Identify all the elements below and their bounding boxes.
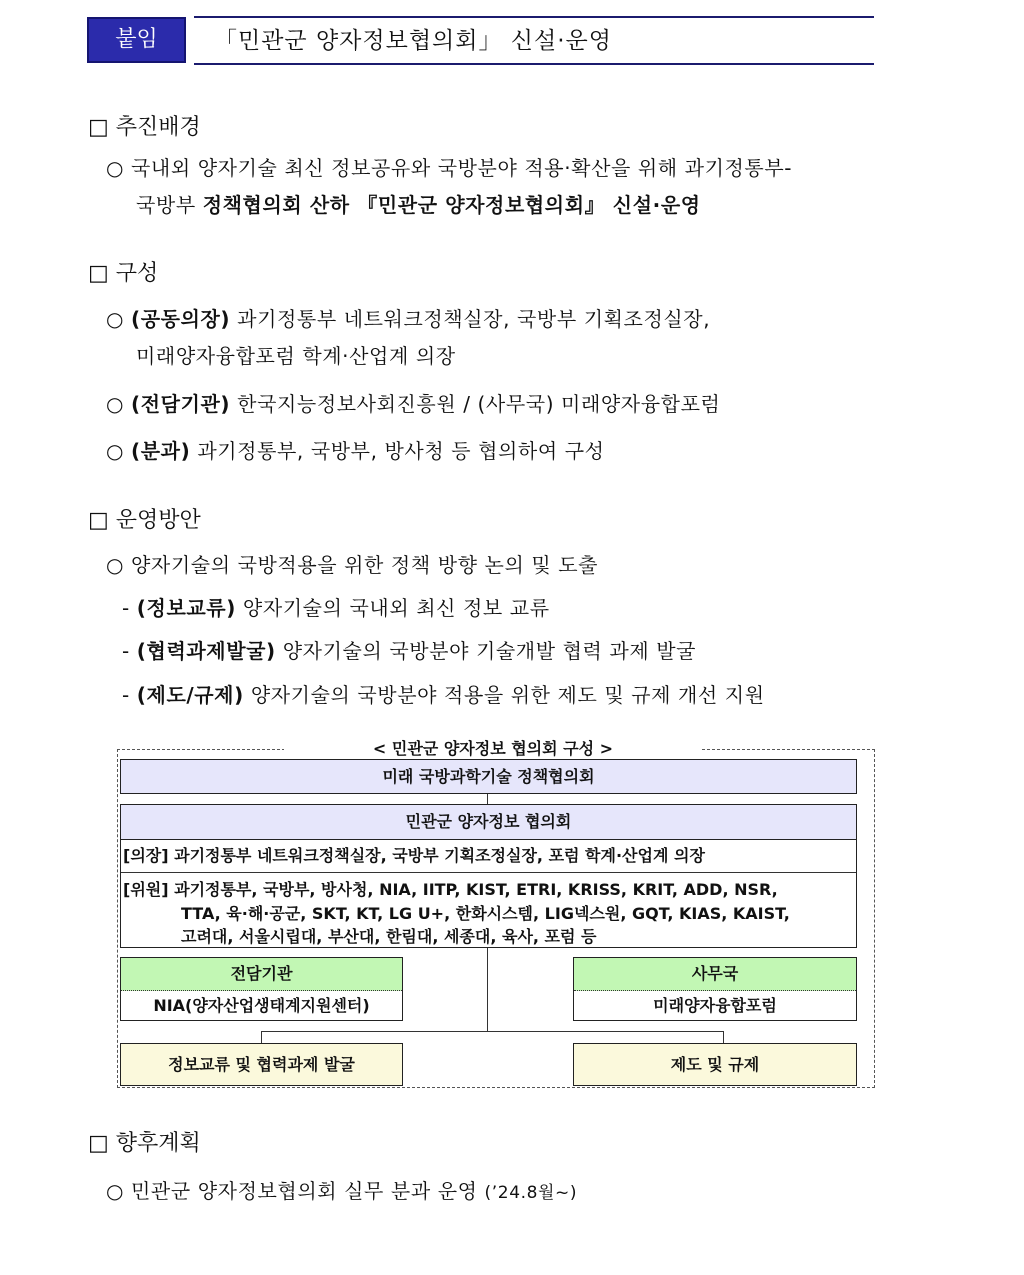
composition-item-3 <box>106 435 605 464</box>
heading-composition: □ 구성 <box>88 261 159 286</box>
operation-sub-1-label: (정보교류) <box>136 596 236 620</box>
composition-item-2-text: 한국지능정보사회진흥원 / (사무국) 미래양자융합포럼 <box>237 392 721 416</box>
bullet-circle-icon: ○ <box>106 439 132 463</box>
plan-line-1-text: 민관군 양자정보협의회 실무 분과 운영 <box>131 1179 478 1203</box>
council-box <box>120 804 857 948</box>
composition-item-1-text: 과기정통부 네트워크정책실장, 국방부 기획조정실장, <box>237 307 711 331</box>
background-line-2-bold: 정책협의회 산하 『민관군 양자정보협의회』 신설·운영 <box>202 193 701 217</box>
branch-left <box>261 1031 262 1043</box>
subcommittee-info-box: 정보교류 및 협력과제 발굴 <box>120 1043 403 1086</box>
bullet-circle-icon: ○ <box>106 553 132 577</box>
dedicated-agency-body: NIA(양자산업생태계지원센터) <box>153 996 370 1015</box>
heading-plan: □ 향후계획 <box>88 1131 201 1156</box>
operation-sub-1 <box>122 592 550 621</box>
composition-item-1 <box>106 303 710 332</box>
dash-icon: - <box>122 596 137 620</box>
bullet-circle-icon: ○ <box>106 1179 132 1203</box>
composition-item-3-text: 과기정통부, 국방부, 방사청 등 협의하여 구성 <box>197 439 605 463</box>
council-chair: [의장] 과기정통부 네트워크정책실장, 국방부 기획조정실장, 포럼 학계·산업계 의장 <box>123 846 705 865</box>
operation-sub-3-label: (제도/규제) <box>136 683 244 707</box>
title-bottom-rule <box>194 63 874 65</box>
branch-right <box>723 1031 724 1043</box>
operation-sub-2 <box>122 635 696 664</box>
composition-item-2-label: (전담기관) <box>131 392 231 416</box>
page-title: 「민관군 양자정보협의회」 신설·운영 <box>214 28 612 54</box>
bullet-circle-icon: ○ <box>106 307 132 331</box>
dedicated-agency-box <box>120 957 403 1021</box>
secretariat-body: 미래양자융합포럼 <box>653 996 777 1015</box>
secretariat-box <box>573 957 857 1021</box>
operation-sub-3 <box>122 679 765 708</box>
council-members-1: [위원] 과기정통부, 국방부, 방사청, NIA, IITP, KIST, ETRI, KRISS, KRIT, ADD, NSR, <box>123 880 778 899</box>
branch-line <box>261 1031 724 1032</box>
operation-sub-3-text: 양자기술의 국방분야 적용을 위한 제도 및 규제 개선 지원 <box>250 683 765 707</box>
operation-line-1-text: 양자기술의 국방적용을 위한 정책 방향 논의 및 도출 <box>131 553 599 577</box>
heading-background: □ 추진배경 <box>88 115 201 140</box>
background-line-1: ○ 국내외 양자기술 최신 정보공유와 국방분야 적용·확산을 위해 과기정통부- <box>106 156 793 180</box>
subcommittee-regulation-box: 제도 및 규제 <box>573 1043 857 1086</box>
heading-operation: □ 운영방안 <box>88 508 201 533</box>
dash-icon: - <box>122 683 137 707</box>
composition-item-1-cont: 미래양자융합포럼 학계·산업계 의장 <box>136 344 456 368</box>
secretariat-head: 사무국 <box>574 958 856 991</box>
council-divider <box>121 872 856 873</box>
diagram-caption: < 민관군 양자정보 협의회 구성 > <box>284 738 702 760</box>
council-members-3: 고려대, 서울시립대, 부산대, 한림대, 세종대, 육사, 포럼 등 <box>181 927 597 946</box>
composition-item-2 <box>106 388 720 417</box>
council-members-2: TTA, 육·해·공군, SKT, KT, LG U+, 한화시스템, LIG넥스원, GQT, KIAS, KAIST, <box>181 904 790 923</box>
bullet-circle-icon: ○ <box>106 392 132 416</box>
operation-sub-2-label: (협력과제발굴) <box>136 639 276 663</box>
plan-date: (’24.8월~) <box>484 1183 578 1203</box>
center-connector <box>487 948 488 1031</box>
attachment-badge: 붙임 <box>87 17 186 63</box>
composition-item-1-label: (공동의장) <box>131 307 231 331</box>
dedicated-agency-head: 전담기관 <box>121 958 402 991</box>
operation-sub-1-text: 양자기술의 국내외 최신 정보 교류 <box>242 596 550 620</box>
connector-line <box>487 794 488 804</box>
dash-icon: - <box>122 639 137 663</box>
plan-line-1 <box>106 1175 577 1204</box>
operation-line-1 <box>106 549 598 578</box>
operation-sub-2-text: 양자기술의 국방분야 기술개발 협력 과제 발굴 <box>282 639 697 663</box>
background-line-2-prefix: 국방부 <box>136 193 203 217</box>
council-title: 민관군 양자정보 협의회 <box>121 805 856 840</box>
title-top-rule <box>194 16 874 18</box>
background-line-2 <box>136 189 701 218</box>
composition-item-3-label: (분과) <box>131 439 191 463</box>
top-council-box: 미래 국방과학기술 정책협의회 <box>120 759 857 794</box>
